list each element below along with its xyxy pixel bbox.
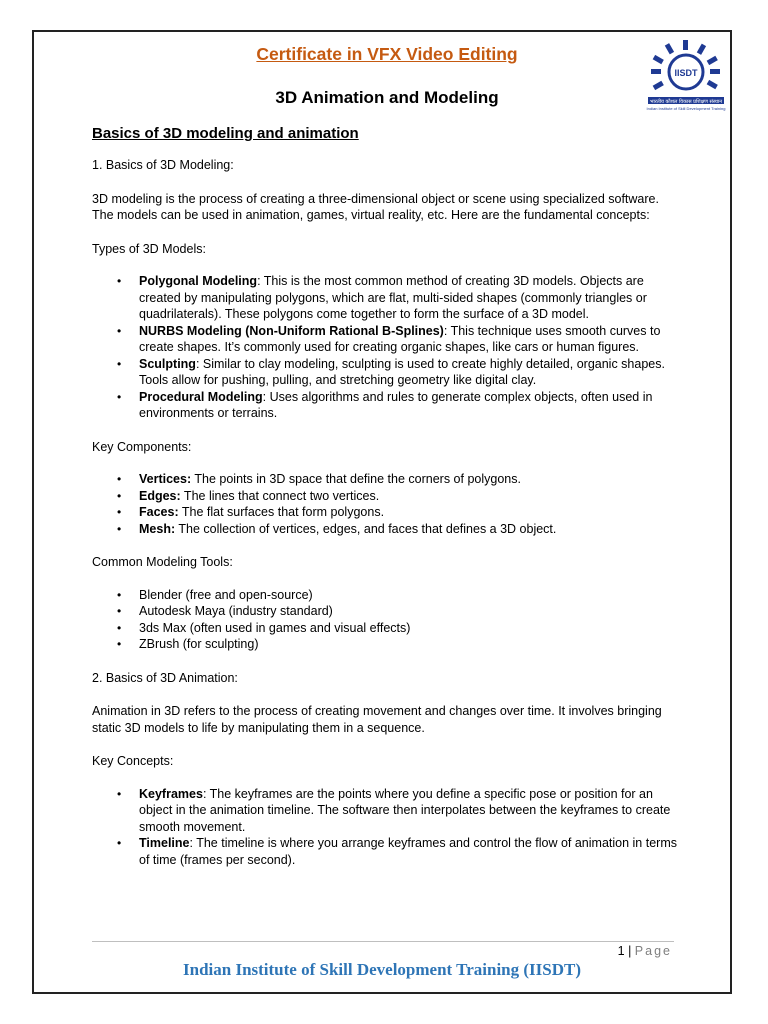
list-item xyxy=(139,835,682,868)
document-body xyxy=(92,42,682,868)
list-item xyxy=(139,356,682,389)
term: Sculpting xyxy=(139,356,196,371)
list-item: • Blender (free and open-source) xyxy=(139,587,682,604)
tools-heading: Common Modeling Tools: xyxy=(92,555,233,569)
svg-text:IISDT: IISDT xyxy=(674,68,698,78)
description: : The keyframes are the points where you define a specific pose or position for an object in the animation timeline. The software then interpolates between the keyframes to create smooth movement. xyxy=(139,786,671,834)
tools-list xyxy=(92,587,682,653)
term: Edges: xyxy=(139,488,181,503)
term: Vertices: xyxy=(139,472,192,486)
concepts-heading: Key Concepts: xyxy=(92,754,174,768)
list-item: • Autodesk Maya (industry standard) xyxy=(139,603,682,620)
page-number xyxy=(520,944,672,958)
description: : This technique uses smooth curves to create shapes. It’s commonly used for creating organic shapes, like cars or human figures. xyxy=(139,323,661,354)
description: The collection of vertices, edges, and faces that defines a 3D object. xyxy=(175,521,557,536)
list-item xyxy=(139,471,682,488)
page-number-value: 1 xyxy=(617,944,625,958)
description: : Similar to clay modeling, sculpting is used to create highly detailed, organic shapes. Tools allow for pushing, pulling, and stretching geometry like digital clay. xyxy=(139,356,665,387)
page-separator: | xyxy=(628,944,632,958)
term: Mesh: xyxy=(139,521,176,536)
page-label: Page xyxy=(634,944,672,958)
list-item xyxy=(139,504,682,521)
components-heading: Key Components: xyxy=(92,439,192,454)
concepts-list xyxy=(92,786,682,869)
term: NURBS Modeling (Non-Uniform Rational B-Splines) xyxy=(139,323,444,338)
modeling-heading: 1. Basics of 3D Modeling: xyxy=(92,158,234,172)
term: Faces: xyxy=(139,505,179,519)
list-item xyxy=(139,273,682,323)
description: The lines that connect two vertices. xyxy=(180,488,380,503)
section-heading: Basics of 3D modeling and animation xyxy=(92,125,359,142)
course-title: Certificate in VFX Video Editing xyxy=(256,44,518,64)
footer-divider xyxy=(92,941,674,942)
types-list xyxy=(92,273,682,422)
list-item xyxy=(139,488,682,505)
document-title: 3D Animation and Modeling xyxy=(275,88,499,107)
description: : Uses algorithms and rules to generate complex objects, often used in environments or terrains. xyxy=(139,389,653,420)
term: Polygonal Modeling xyxy=(139,274,258,288)
description: : This is the most common method of creating 3D models. Objects are created by manipulating polygons, which are flat, multi-sided shapes (commonly triangles or quadrilaterals). These polygons come together to form the surface of a 3D model. xyxy=(139,274,647,321)
list-item xyxy=(139,521,682,538)
footer-organization: Indian Institute of Skill Development Training (IISDT) xyxy=(183,960,581,979)
list-item: • ZBrush (for sculpting) xyxy=(139,636,682,653)
list-item xyxy=(139,323,682,356)
description: : The timeline is where you arrange keyframes and control the flow of animation in terms of time (frames per second). xyxy=(139,836,677,867)
animation-intro: Animation in 3D refers to the process of creating movement and changes over time. It involves bringing static 3D models to life by manipulating them in a sequence. xyxy=(92,704,662,735)
types-heading: Types of 3D Models: xyxy=(92,241,206,256)
modeling-intro: 3D modeling is the process of creating a three-dimensional object or scene using specialized software. The models can be used in animation, games, virtual reality, etc. Here are the fundamental concepts: xyxy=(92,191,659,222)
description: The points in 3D space that define the corners of polygons. xyxy=(191,472,521,486)
svg-text:भारतीय कौशल विकास प्रशिक्षण सं: भारतीय कौशल विकास प्रशिक्षण संस्थान xyxy=(649,98,723,105)
term: Timeline xyxy=(139,836,190,850)
term: Procedural Modeling xyxy=(139,389,263,404)
list-item xyxy=(139,389,682,422)
list-item: • 3ds Max (often used in games and visual effects) xyxy=(139,620,682,637)
term: Keyframes xyxy=(139,786,203,801)
list-item xyxy=(139,786,682,836)
description: The flat surfaces that form polygons. xyxy=(178,505,385,519)
svg-text:Indian Institute of Skill Deve: Indian Institute of Skill Development Training xyxy=(646,106,726,111)
components-list xyxy=(92,471,682,537)
animation-heading: 2. Basics of 3D Animation: xyxy=(92,670,238,685)
